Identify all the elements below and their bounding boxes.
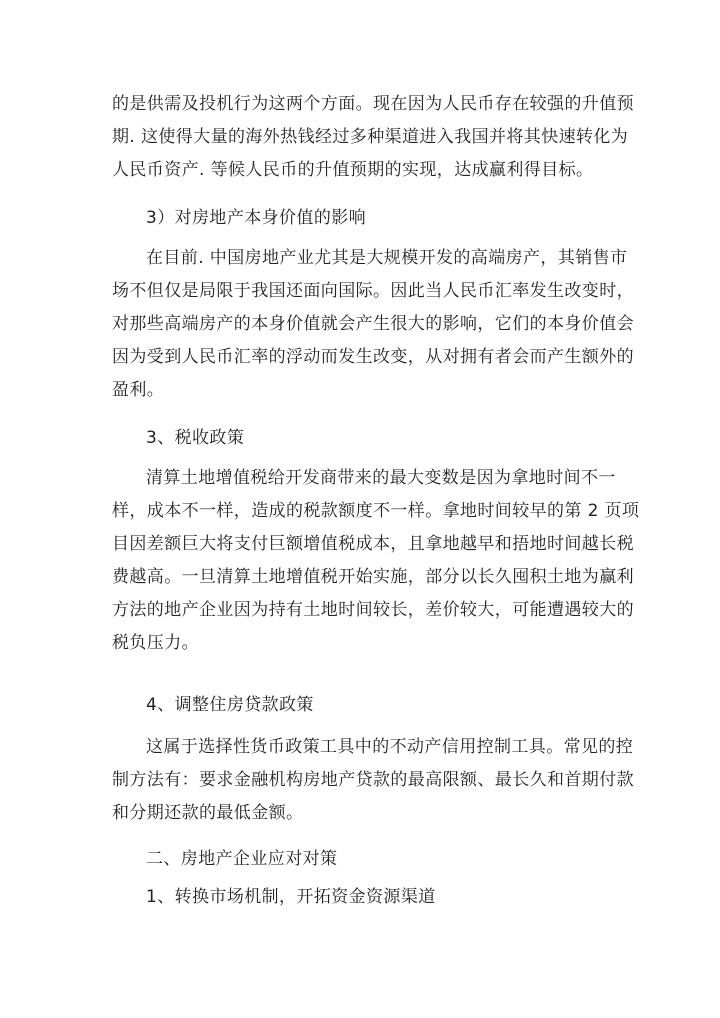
text-line: 样，成本不一样，造成的税款额度不一样。拿地时间较早的第 2 页项 (112, 501, 640, 521)
text-line: 制方法有：要求金融机构房地产贷款的最高限额、最长久和首期付款 (112, 770, 634, 790)
text-line: 在目前. 中国房地产业尤其是大规模开发的高端房产，其销售市 (146, 248, 628, 268)
text-line: 费越高。一旦清算土地增值税开始实施，部分以长久囤积土地为赢利 (112, 567, 634, 587)
paragraph-tax-policy (112, 462, 640, 660)
paragraph-housing-loan (112, 731, 634, 830)
section-heading-tax-policy (112, 422, 612, 455)
text-line: 对那些高端房产的本身价值就会产生很大的影响，它们的本身价值会 (112, 314, 634, 334)
text-line: 因为受到人民币汇率的浮动而发生改变，从对拥有者会而产生额外的 (112, 347, 634, 367)
text-line: 方法的地产企业因为持有土地时间较长，差价较大，可能遭遇较大的 (112, 600, 634, 620)
text-line: 和分期还款的最低金额。 (112, 803, 304, 823)
text-line: 目因差额巨大将支付巨额增值税成本，且拿地越早和捂地时间越长税 (112, 534, 634, 554)
paragraph-property-value (112, 242, 634, 407)
section-heading-housing-loan (112, 689, 612, 722)
text-line: 清算土地增值税给开发商带来的最大变数是因为拿地时间不一 (146, 468, 616, 488)
section-heading: 3）对房地产本身价值的影响 (146, 208, 367, 228)
text-line: 场不但仅是局限于我国还面向国际。因此当人民币汇率发生改变时， (112, 281, 634, 301)
text-line: 盈利。 (112, 380, 165, 400)
section-heading: 二、房地产企业应对对策 (146, 849, 338, 869)
text-line: 这属于选择性货币政策工具中的不动产信用控制工具。常见的控 (146, 737, 634, 757)
section-heading: 4、调整住房贷款政策 (146, 695, 314, 715)
section-heading-countermeasures (112, 843, 612, 876)
section-heading: 1、转换市场机制，开拓资金资源渠道 (146, 887, 436, 907)
text-line: 期. 这使得大量的海外热钱经过多种渠道进入我国并将其快速转化为 (112, 127, 629, 147)
text-line: 的是供需及投机行为这两个方面。现在因为人民币存在较强的升值预 (112, 94, 634, 114)
section-heading: 3、税收政策 (146, 428, 245, 448)
text-line: 人民币资产. 等候人民币的升值预期的实现，达成赢利得目标。 (112, 160, 594, 180)
paragraph-exchange-rate-speculation (112, 88, 634, 187)
section-heading-property-value (112, 202, 612, 235)
text-line: 税负压力。 (112, 633, 199, 653)
section-heading-market-mechanism (112, 881, 612, 914)
